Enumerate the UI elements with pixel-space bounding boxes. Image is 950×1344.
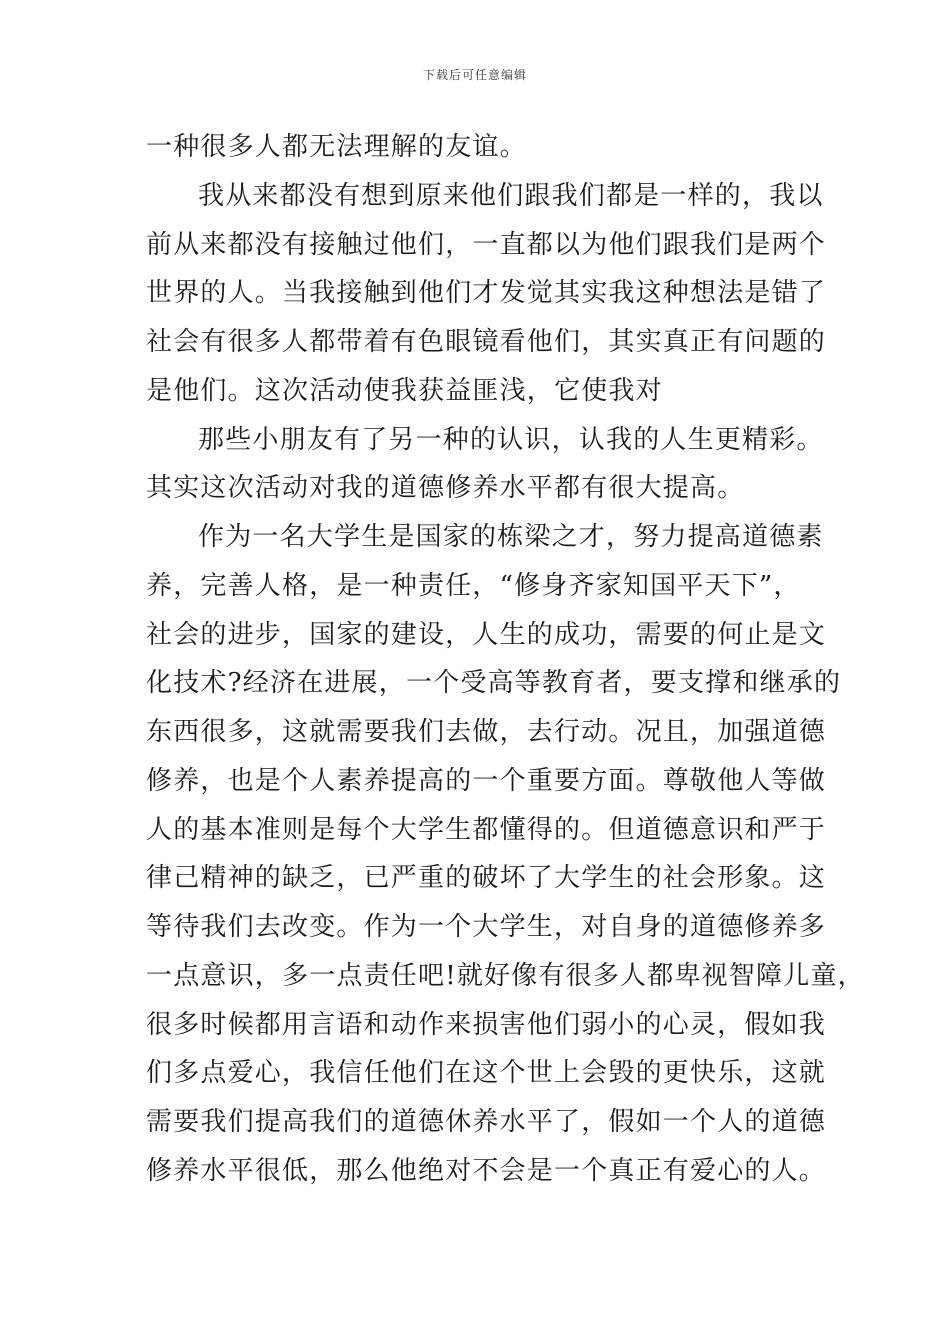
text-line: 是他们。这次活动使我获益匪浅，它使我对 <box>146 375 663 406</box>
text-line: 一种很多人都无法理解的友谊。 <box>146 132 527 162</box>
text-line: 世界的人。当我接触到他们才发觉其实我这种想法是错了 <box>146 278 827 309</box>
header-note: 下载后可任意编辑 <box>422 68 527 82</box>
text-line: 很多时候都用言语和动作来损害他们弱小的心灵，假如我 <box>146 1009 827 1040</box>
text-line: 人的基本准则是每个大学生都懂得的。但道德意识和严于 <box>146 814 827 845</box>
text-line: 等待我们去改变。作为一个大学生，对自身的道德修养多 <box>146 912 827 942</box>
text-line: 一点意识，多一点责任吧!就好像有很多人都卑视智障儿童， <box>146 960 865 991</box>
body-text <box>146 123 865 1196</box>
text-line: 我从来都没有想到原来他们跟我们都是一样的，我以 <box>198 180 824 211</box>
text-line: 那些小朋友有了另一种的认识，认我的人生更精彩。 <box>198 424 824 455</box>
text-line: 养，完善人格，是一种责任，“修身齐家知国平天下”， <box>146 570 801 601</box>
text-line: 化技术?经济在进展，一个受高等教育者，要支撑和继承的 <box>146 668 842 699</box>
text-line: 律己精神的缺乏，已严重的破坏了大学生的社会形象。这 <box>146 863 827 894</box>
text-line: 前从来都没有接触过他们，一直都以为他们跟我们是两个 <box>146 229 827 260</box>
text-line: 社会的进步，国家的建设，人生的成功，需要的何止是文 <box>146 619 827 650</box>
text-line: 东西很多，这就需要我们去做，去行动。况且，加强道德 <box>146 717 827 747</box>
text-line: 社会有很多人都带着有色眼镜看他们，其实真正有问题的 <box>146 327 827 357</box>
text-line: 修养水平很低，那么他绝对不会是一个真正有爱心的人。 <box>146 1155 827 1186</box>
text-line: 修养，也是个人素养提高的一个重要方面。尊敬他人等做 <box>146 765 827 796</box>
text-line: 们多点爱心，我信任他们在这个世上会毁的更快乐，这就 <box>146 1058 827 1089</box>
text-line: 作为一名大学生是国家的栋梁之才，努力提高道德素 <box>198 522 824 552</box>
text-line: 其实这次活动对我的道德修养水平都有很大提高。 <box>146 473 745 504</box>
text-line: 需要我们提高我们的道德休养水平了，假如一个人的道德 <box>146 1107 827 1137</box>
